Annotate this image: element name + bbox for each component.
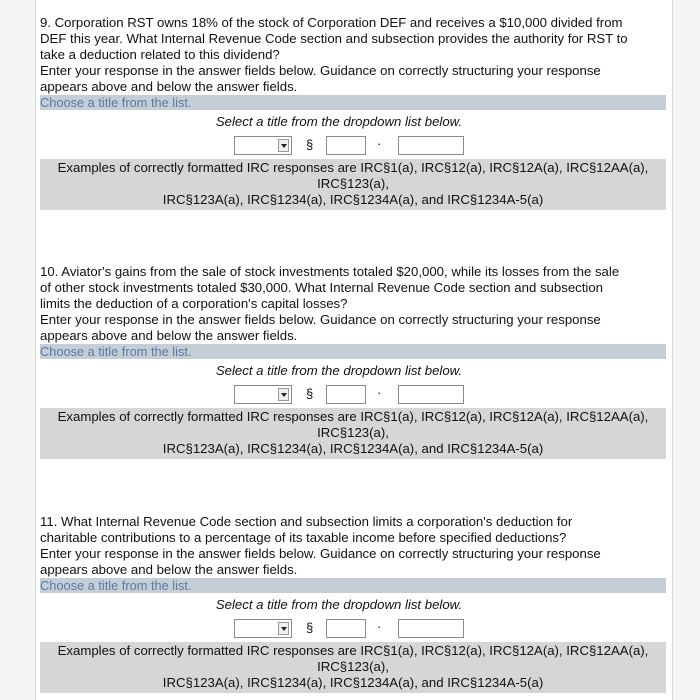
examples-line: Examples of correctly formatted IRC responses are IRC§1(a), IRC§12(a), IRC§12A(a), IRC§12AA(a), [57,160,649,175]
question-line: Enter your response in the answer fields below. Guidance on correctly structuring your response [40,63,601,78]
question-line: appears above and below the answer fields. [40,562,298,577]
question-9 [40,15,666,210]
question-line: limits the deduction of a corporation's capital losses? [40,296,348,311]
subsection-input[interactable] [398,619,464,638]
examples-box [40,642,666,693]
answer-fields [40,616,666,642]
examples-line: IRC§123A(a), IRC§1234(a), IRC§1234A(a), and IRC§1234A-5(a) [162,675,544,690]
question-line: DEF this year. What Internal Revenue Code section and subsection provides the authority for RST to [40,31,628,46]
examples-line: IRC§123A(a), IRC§1234(a), IRC§1234A(a), and IRC§1234A-5(a) [162,192,544,207]
subsection-input[interactable] [398,136,464,155]
question-line: appears above and below the answer fields. [40,79,298,94]
chevron-down-icon[interactable] [278,388,289,401]
question-line: charitable contributions to a percentage of its taxable income before specified deductions? [40,530,567,545]
question-line: take a deduction related to this dividend? [40,47,280,62]
subsection-input[interactable] [398,385,464,404]
question-11 [40,514,666,693]
question-line: 10. Aviator's gains from the sale of stock investments totaled $20,000, while its losses from the sale [40,264,620,279]
section-input[interactable] [326,385,366,404]
select-instruction: Select a title from the dropdown list below. [215,597,463,612]
choose-title-bar[interactable]: Choose a title from the list. [40,578,666,593]
separator-dot: · [377,385,382,400]
question-line: 11. What Internal Revenue Code section and subsection limits a corporation's deduction for [40,514,573,529]
examples-line: IRC§123(a), [317,176,389,191]
examples-line: Examples of correctly formatted IRC responses are IRC§1(a), IRC§12(a), IRC§12A(a), IRC§12AA(a), [57,643,649,658]
title-dropdown[interactable] [234,385,292,404]
choose-title-bar[interactable]: Choose a title from the list. [40,95,666,110]
title-dropdown[interactable] [234,619,292,638]
question-line: Enter your response in the answer fields below. Guidance on correctly structuring your response [40,546,601,561]
choose-title-bar[interactable]: Choose a title from the list. [40,344,666,359]
select-instruction: Select a title from the dropdown list below. [215,363,463,378]
document-page [36,0,672,700]
question-line: appears above and below the answer fields. [40,328,298,343]
examples-line: Examples of correctly formatted IRC responses are IRC§1(a), IRC§12(a), IRC§12A(a), IRC§12AA(a), [57,409,649,424]
section-input[interactable] [326,136,366,155]
examples-line: IRC§123A(a), IRC§1234(a), IRC§1234A(a), and IRC§1234A-5(a) [162,441,544,456]
section-symbol: § [306,620,314,635]
examples-line: IRC§123(a), [317,425,389,440]
question-line: of other stock investments totaled $30,000. What Internal Revenue Code section and subsection [40,280,604,295]
select-instruction: Select a title from the dropdown list below. [215,114,463,129]
separator-dot: · [377,136,382,151]
question-text [40,264,666,344]
question-text [40,514,666,578]
section-input[interactable] [326,619,366,638]
question-10 [40,264,666,459]
answer-fields [40,382,666,408]
answer-fields [40,133,666,159]
separator-dot: · [377,619,382,634]
chevron-down-icon[interactable] [278,139,289,152]
section-symbol: § [306,137,314,152]
question-text [40,15,666,95]
chevron-down-icon[interactable] [278,622,289,635]
examples-box [40,408,666,459]
examples-box [40,159,666,210]
section-symbol: § [306,386,314,401]
examples-line: IRC§123(a), [317,659,389,674]
question-line: 9. Corporation RST owns 18% of the stock of Corporation DEF and receives a $10,000 divided from [40,15,623,30]
title-dropdown[interactable] [234,136,292,155]
question-line: Enter your response in the answer fields below. Guidance on correctly structuring your response [40,312,601,327]
